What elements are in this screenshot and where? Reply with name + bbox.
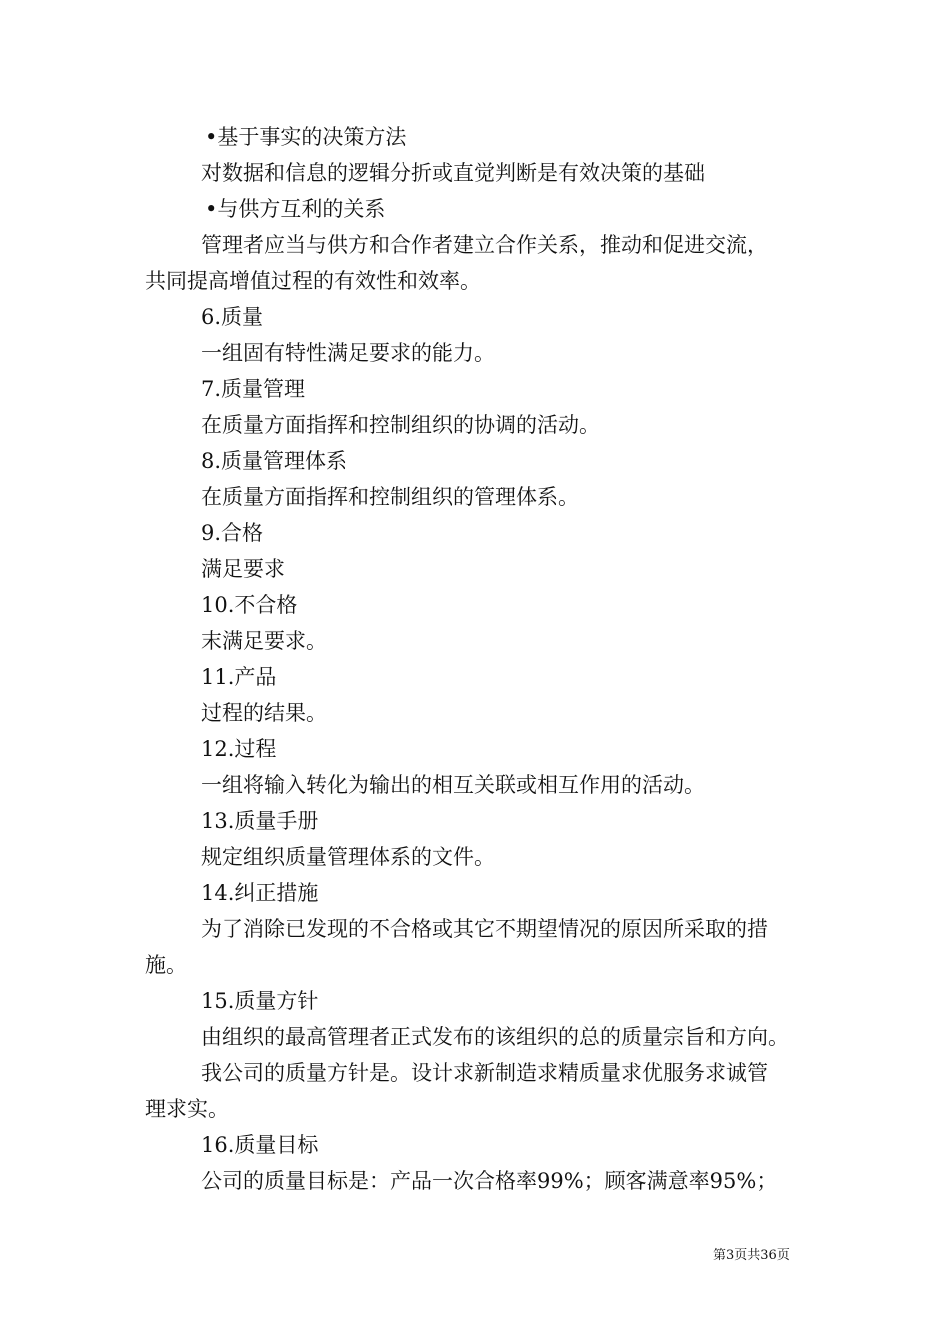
paragraph-line: 由组织的最高管理者正式发布的该组织的总的质量宗旨和方向。: [201, 1025, 789, 1049]
section-heading: 6.质量: [201, 305, 264, 329]
paragraph-line: 共同提高增值过程的有效性和效率。: [145, 269, 481, 293]
section-heading: 9.合格: [201, 521, 264, 545]
section-heading: 10.不合格: [201, 593, 298, 617]
paragraph-line: 过程的结果。: [201, 701, 327, 725]
paragraph-line: 规定组织质量管理体系的文件。: [201, 845, 495, 869]
section-heading: 8.质量管理体系: [201, 449, 348, 473]
paragraph-line: 为了消除已发现的不合格或其它不期望情况的原因所采取的措: [201, 917, 768, 941]
paragraph-line: 一组将输入转化为输出的相互关联或相互作用的活动。: [201, 773, 705, 797]
paragraph-line: 公司的质量目标是：产品一次合格率99%；顾客满意率95%；: [201, 1169, 778, 1193]
page-number: 第3页共36页: [713, 1248, 790, 1263]
bullet-item: •与供方互利的关系: [205, 197, 386, 221]
section-heading: 13.质量手册: [201, 809, 319, 833]
paragraph-line: 一组固有特性满足要求的能力。: [201, 341, 495, 365]
paragraph-line: 施。: [145, 953, 187, 977]
section-heading: 16.质量目标: [201, 1133, 319, 1157]
paragraph-line: 末满足要求。: [201, 629, 327, 653]
paragraph-line: 满足要求: [201, 557, 285, 581]
section-heading: 15.质量方针: [201, 989, 319, 1013]
paragraph-line: 管理者应当与供方和合作者建立合作关系，推动和促进交流，: [201, 233, 768, 257]
paragraph-line: 理求实。: [145, 1097, 229, 1121]
paragraph-line: 在质量方面指挥和控制组织的协调的活动。: [201, 413, 600, 437]
paragraph-line: 对数据和信息的逻辑分折或直觉判断是有效决策的基础: [201, 161, 705, 185]
paragraph-line: 在质量方面指挥和控制组织的管理体系。: [201, 485, 579, 509]
bullet-item: •基于事实的决策方法: [205, 125, 407, 149]
section-heading: 12.过程: [201, 737, 277, 761]
section-heading: 7.质量管理: [201, 377, 306, 401]
page-body: [145, 119, 815, 1199]
section-heading: 11.产品: [201, 665, 277, 689]
section-heading: 14.纠正措施: [201, 881, 319, 905]
paragraph-line: 我公司的质量方针是。设计求新制造求精质量求优服务求诚管: [201, 1061, 768, 1085]
